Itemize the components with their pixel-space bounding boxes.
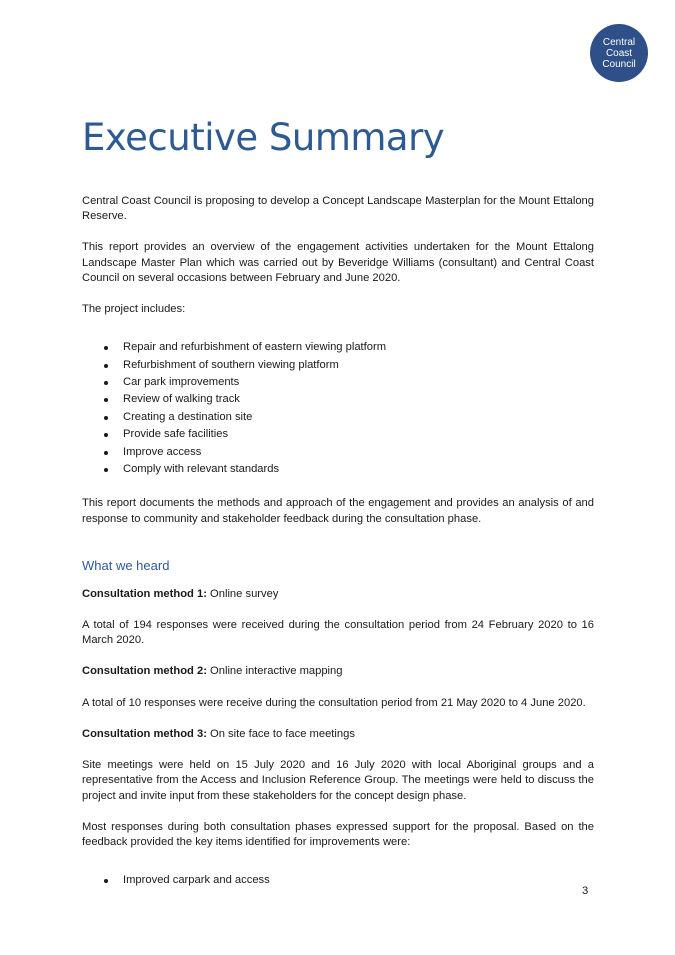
list-item: Creating a destination site — [82, 409, 594, 426]
document-body — [82, 110, 594, 908]
intro-paragraph: Central Coast Council is proposing to develop a Concept Landscape Masterplan for the Mount Ettalong Reserve. — [82, 195, 594, 223]
consultation-method-3-heading — [82, 727, 594, 742]
consultation-method-3-description: Site meetings were held on 15 July 2020 and 16 July 2020 with local Aboriginal groups and a representative from the Access and Inclusion Reference Group. The meetings were held to discuss the project and invite input from these stakeholders for the concept design phase. — [82, 759, 594, 802]
list-item: Car park improvements — [82, 374, 594, 391]
summary-paragraph: Most responses during both consultation phases expressed support for the proposal. Based on the feedback provided the key items identified for improvements were: — [82, 820, 594, 848]
list-item: Provide safe facilities — [82, 426, 594, 443]
list-item: Refurbishment of southern viewing platform — [82, 357, 594, 374]
project-includes-paragraph: The project includes: — [82, 303, 186, 316]
overview-paragraph: This report provides an overview of the engagement activities undertaken for the Mount Ettalong Landscape Master Plan which was carried out by Beveridge Williams (consultant) and Central Coast Council on several occasions between February and June 2020. — [82, 241, 594, 284]
logo-line-1: Central — [602, 36, 636, 48]
page-number: 3 — [582, 885, 589, 897]
list-item: Repair and refurbishment of eastern viewing platform — [82, 339, 594, 356]
method-value: Online survey — [206, 587, 279, 600]
section-heading-what-we-heard: What we heard — [82, 557, 170, 573]
list-item: Improved carpark and access — [82, 872, 594, 889]
method-label: Consultation method 2: — [82, 665, 207, 678]
logo-line-3: Council — [602, 58, 636, 70]
documents-paragraph: This report documents the methods and approach of the engagement and provides an analysis of and response to community and stakeholder feedback during the consultation phase. — [82, 497, 594, 525]
consultation-method-2-heading — [82, 664, 594, 679]
consultation-method-2-description: A total of 10 responses were receive during the consultation period from 21 May 2020 to 4 June 2020. — [82, 696, 586, 709]
improvements-list — [82, 872, 594, 889]
method-label: Consultation method 3: — [82, 727, 207, 740]
consultation-method-1-heading — [82, 587, 594, 602]
method-value: Online interactive mapping — [206, 665, 343, 678]
method-value: On site face to face meetings — [206, 727, 355, 740]
council-logo — [590, 24, 648, 82]
consultation-method-1-description: A total of 194 responses were received during the consultation period from 24 February 2020 to 16 March 2020. — [82, 619, 594, 647]
method-label: Consultation method 1: — [82, 587, 207, 600]
list-item: Improve access — [82, 444, 594, 461]
list-item: Review of walking track — [82, 391, 594, 408]
logo-line-2: Coast — [605, 47, 633, 59]
list-item: Comply with relevant standards — [82, 461, 594, 478]
project-items-list — [82, 339, 594, 478]
page-title: Executive Summary — [82, 116, 445, 159]
